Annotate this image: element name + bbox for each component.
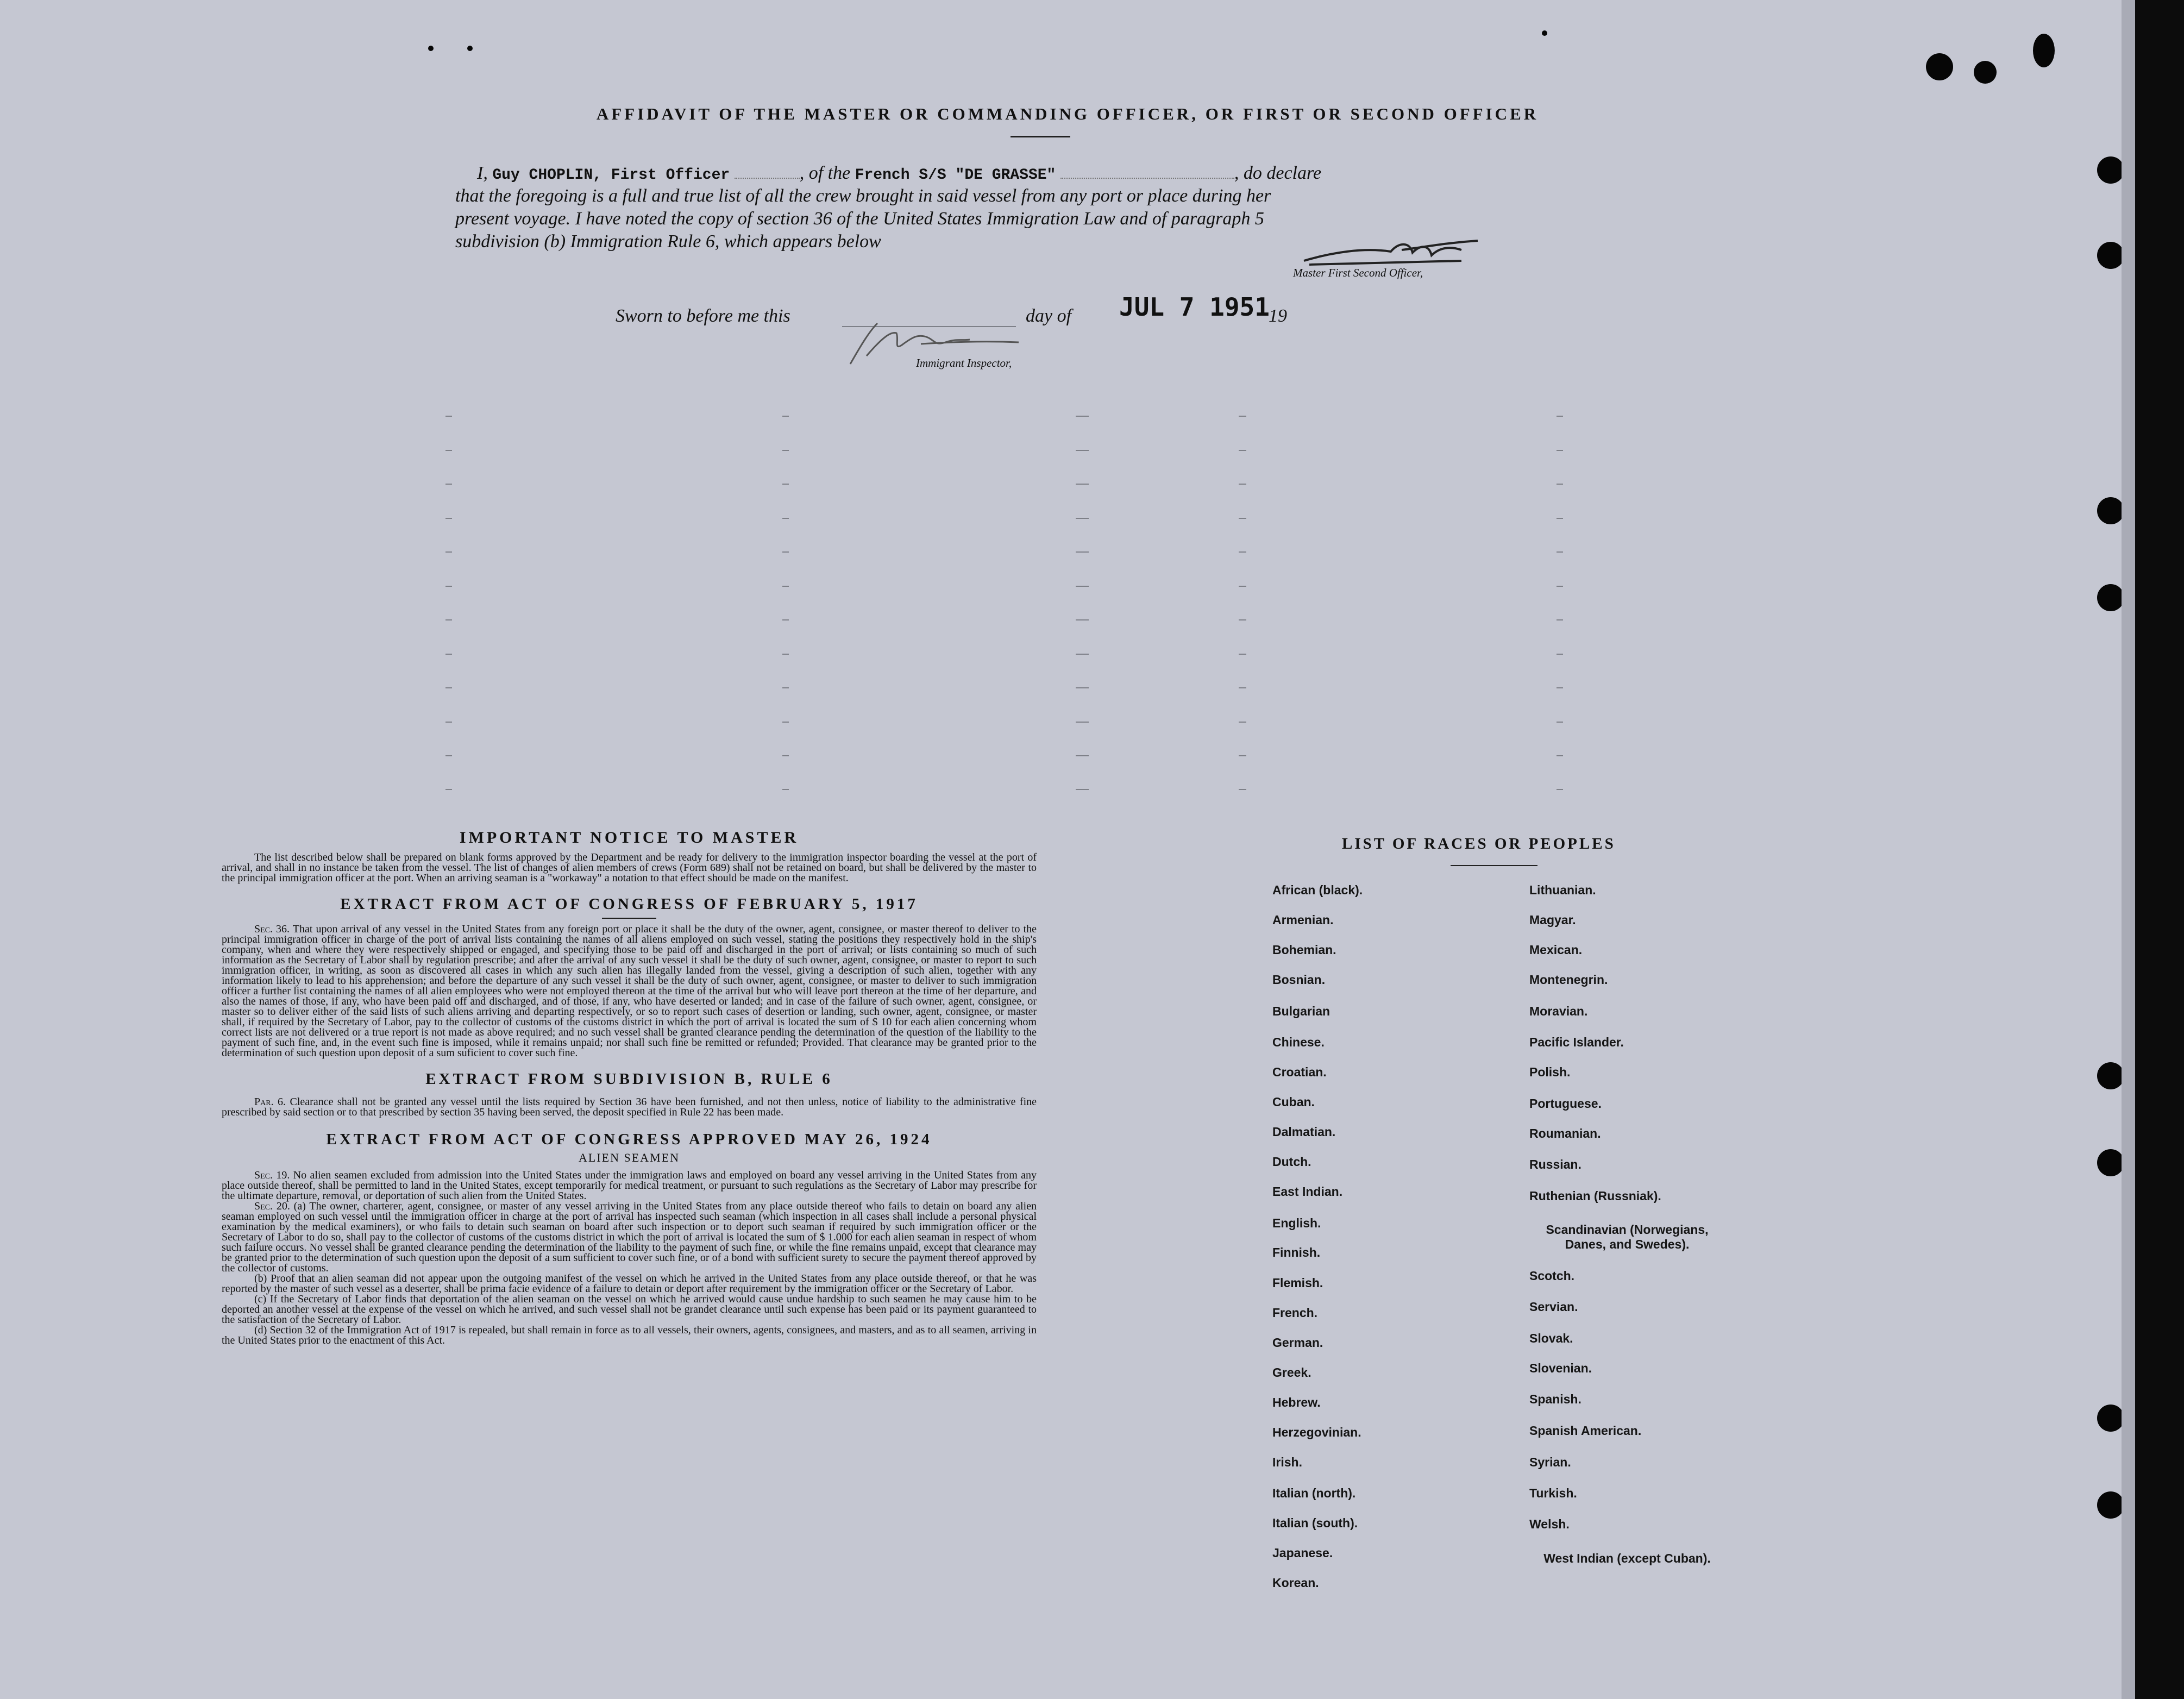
race-item: Japanese. xyxy=(1272,1546,1333,1560)
race-item: Croatian. xyxy=(1272,1065,1327,1079)
race-item: Scandinavian (Norwegians, Danes, and Swedes). xyxy=(1546,1222,1709,1251)
race-item: Ruthenian (Russniak). xyxy=(1529,1189,1661,1203)
sec-36-label: Sec. 36. xyxy=(254,923,290,935)
notice-text xyxy=(222,852,1037,883)
speck xyxy=(428,46,434,51)
punch-hole xyxy=(2097,1405,2124,1432)
speck xyxy=(467,46,473,51)
race-item: Roumanian. xyxy=(1529,1126,1601,1140)
punch-hole xyxy=(1974,61,1997,84)
punch-hole xyxy=(1926,53,1953,80)
race-item: Cuban. xyxy=(1272,1095,1315,1109)
races-title-rule xyxy=(1451,865,1537,866)
punch-hole xyxy=(2097,1149,2124,1176)
punch-hole xyxy=(2097,156,2124,184)
par-6-body: Clearance shall not be granted any vessel until the lists required by Section 36 have been furnished, and not then unless, notice of liability to the administrative fine prescribed by said section or to that prescribed by section 35 having been served, the deposit specified in Rule 22 has been made. xyxy=(222,1096,1037,1118)
race-item: Lithuanian. xyxy=(1529,883,1596,897)
race-item: Scotch. xyxy=(1529,1269,1575,1283)
race-item: Dutch. xyxy=(1272,1155,1311,1169)
title-rule xyxy=(1011,136,1070,137)
sec-20-d: (d) Section 32 of the Immigration Act of 1917 is repealed, but shall remain in force as to all vessels, their owners, agents, consignees, and masters, and as to all seamen, arriving in the United States prior to the enactment of this Act. xyxy=(222,1324,1037,1346)
date-stamp: JUL 7 1951 xyxy=(1119,292,1270,322)
punch-hole xyxy=(2097,497,2124,524)
vessel-name: French S/S "DE GRASSE" xyxy=(855,167,1056,184)
races-title: LIST OF RACES OR PEOPLES xyxy=(1342,835,1616,852)
punch-hole xyxy=(2097,242,2124,269)
notice-title: IMPORTANT NOTICE TO MASTER xyxy=(459,829,799,847)
sec-20-label: Sec. 20. xyxy=(254,1200,290,1212)
race-item: West Indian (except Cuban). xyxy=(1543,1551,1711,1565)
race-item: Magyar. xyxy=(1529,913,1576,927)
do-declare-text: , do declare xyxy=(1234,163,1322,183)
year-prefix: 19 xyxy=(1269,306,1287,326)
race-item: Turkish. xyxy=(1529,1486,1577,1500)
extract-1917-title: EXTRACT FROM ACT OF CONGRESS OF FEBRUARY 5, 1917 xyxy=(340,895,918,913)
race-item: Pacific Islander. xyxy=(1529,1035,1624,1049)
race-item: Syrian. xyxy=(1529,1455,1571,1469)
race-item: Flemish. xyxy=(1272,1276,1323,1290)
race-item: Italian (north). xyxy=(1272,1486,1356,1500)
sec-20-c: (c) If the Secretary of Labor finds that deportation of the alien seaman on the vessel on which he arrived would cause undue hardship to such seamen he may cause him to be deported an another vessel at the expense of the vessel on which he arrived, and such vessel shall not be grandet clearance until such expense has been paid or its payment guaranteed to the satisfaction of the Secretary of Labor. xyxy=(222,1293,1037,1326)
race-item: Bulgarian xyxy=(1272,1004,1331,1018)
race-item: Armenian. xyxy=(1272,913,1334,927)
race-item: Hebrew. xyxy=(1272,1395,1321,1409)
sec-19-body: No alien seamen excluded from admission into the United States under the immigration laws and employed on board any vessel arriving in the United States from any place outside thereof, shall be permitted to land in the United States, except temporarily for medical treatment, or pursuant to such regulations as the Secretary of Labor may prescribe for the ultimate departure, removal, or deportation of such alien from the United States. xyxy=(222,1169,1037,1202)
race-item: Welsh. xyxy=(1529,1517,1570,1531)
day-of-text: day of xyxy=(1026,306,1072,326)
affidavit-line-2: that the foregoing is a full and true list of all the crew brought in said vessel from any port or place during her xyxy=(455,186,1271,206)
race-item: Spanish American. xyxy=(1529,1424,1642,1438)
notice-body: The list described below shall be prepared on blank forms approved by the Department and be ready for delivery to the immigration inspector boarding the vessel at the port of arrival, and shall in no instance be taken from the vessel. The list of changes of alien members of crews (Form 689) shall not be retained on board, but shall be delivered by the master to the principal immigration officer at the port. When an arriving seaman is a "workaway" a notation to that effect should be made on the manifest. xyxy=(222,851,1037,884)
punch-hole xyxy=(2097,1062,2124,1089)
officer-caption: Master First Second Officer, xyxy=(1293,266,1423,279)
race-item: German. xyxy=(1272,1336,1323,1350)
par-6-label: Par. 6. xyxy=(254,1096,286,1108)
race-item: Mexican. xyxy=(1529,943,1583,957)
rule-6-title: EXTRACT FROM SUBDIVISION B, RULE 6 xyxy=(425,1070,833,1088)
race-item: Greek. xyxy=(1272,1365,1311,1380)
race-item: French. xyxy=(1272,1306,1318,1320)
rule-6-text xyxy=(222,1097,1037,1118)
alien-seamen-subtitle: ALIEN SEAMEN xyxy=(579,1151,680,1164)
affidavit-line-3: present voyage. I have noted the copy of section 36 of the United States Immigration Law and of paragraph 5 xyxy=(455,209,1264,229)
punch-hole xyxy=(2097,584,2124,611)
officer-name: Guy CHOPLIN, First Officer xyxy=(492,167,730,184)
notice-column xyxy=(222,829,1037,1346)
race-item: East Indian. xyxy=(1272,1184,1343,1199)
race-item: Montenegrin. xyxy=(1529,973,1608,987)
race-item: African (black). xyxy=(1272,883,1363,897)
affidavit-title: AFFIDAVIT OF THE MASTER OR COMMANDING OFFICER, OR FIRST OR SECOND OFFICER xyxy=(596,104,1539,123)
sec-36-body: That upon arrival of any vessel in the United States from any foreign port or place it shall be the duty of the owner, agent, consignee, or master thereof to deliver to the principal immigration officer in charge of the port of arrival lists containing the names of all aliens employed on such vessel, stating the positions they respectively hold in the ship's company, when and where they were respectively shipped or engaged, and specifying those to be paid off and discharged in the port of arrival; or lists containing so much of such information as the Secretary of Labor shall by regulation prescribe; and after the arrival of any such vessel it shall be the duty of such owner, agent, consignee, or master to report to such immigration officer, in writing, as soon as discovered all cases in which any such alien has illegally landed from the vessel, giving a description of such alien, together with any information likely to lead to his apprehension; and before the departure of any such vessel it shall be the duty of such owner, agent, consignee, or master to deliver to such immigration officer a further list containing the names of all alien employees who were not employed thereon at the time of the arrival but who will leave port thereon at the time of her departure, and also the names of those, if any, who have been paid off and discharged, and of those, if any, who have deserted or landed; and in case of the failure of such owner, agent, consignee, or master so to deliver either of the said lists of such aliens arriving and departing respectively, or so to report such cases of desertion or landing, such owner, agent, consignee, or master shall, if required by the Secretary of Labor, pay to the collector of customs of the customs district in which the port of arrival is located the sum of $ 10 for each alien concerning whom correct lists are not delivered or a true report is not made as above required; and no such vessel shall be granted clearance pending the determination of the question of the liability to the payment of such fine, and, in the event such fine is imposed, while it remains unpaid; nor shall such fine be remitted or refunded; Provided. That clearance may be granted prior to the determination of such question upon deposit of a sum suficient to cover such fine. xyxy=(222,923,1037,1059)
race-item: Finnish. xyxy=(1272,1245,1321,1259)
race-item: Servian. xyxy=(1529,1300,1578,1314)
paper-edge xyxy=(2122,0,2135,1699)
extract-1924-text xyxy=(222,1170,1037,1346)
sworn-text: Sworn to before me this xyxy=(616,306,790,326)
sec-19-label: Sec. 19. xyxy=(254,1169,290,1181)
race-item: Bosnian. xyxy=(1272,973,1326,987)
sec-20-b: (b) Proof that an alien seaman did not appear upon the outgoing manifest of the vessel on which he arrived in the United States from any place outside thereof, or that he was reported by the master of such vessel as a deserter, shall be prima facie evidence of a failure to detain or deport after requirement by the immigration officer or the Secretary of Labor. xyxy=(222,1272,1037,1295)
sec-20-body: (a) The owner, charterer, agent, consignee, or master of any vessel arriving in the United States from any place outside thereof who fails to detain on board any alien seaman employed on such vessel until the immigration officer in charge at the port of arrival has inspected such seaman (which inspection in all cases shall include a personal physical examination by the medical examiners), or who fails to detain such seaman on board after such inspection or to deport such seaman if required by such immigration officer or the Secretary of Labor to do so, shall pay to the collector of customs of the customs district in which the port of arrival is located the sum of $ 1.000 for each alien seaman in respect of whom such failure occurs. No vessel shall be granted clearance pending the determination of the liability to the payment of such fine, or while the fine remains unpaid, except that clearance may be granted prior to the determination of such question upon the deposit of a sum sufficient to cover such fine, or of a bond with sufficient surety to secure the payment thereof approved by the collector of customs. xyxy=(222,1200,1037,1274)
of-the-text: , of the xyxy=(799,163,851,183)
race-item: Irish. xyxy=(1272,1455,1302,1469)
race-item: Spanish. xyxy=(1529,1392,1581,1406)
race-item: Herzegovinian. xyxy=(1272,1425,1361,1439)
race-item: Russian. xyxy=(1529,1157,1581,1171)
race-item: Slovak. xyxy=(1529,1331,1573,1345)
race-item: Italian (south). xyxy=(1272,1516,1358,1530)
race-item: Slovenian. xyxy=(1529,1361,1592,1375)
race-item: Bohemian. xyxy=(1272,943,1336,957)
race-item: Dalmatian. xyxy=(1272,1125,1336,1139)
inspector-caption: Immigrant Inspector, xyxy=(916,356,1012,369)
race-item: Chinese. xyxy=(1272,1035,1325,1049)
race-item: Korean. xyxy=(1272,1576,1319,1590)
extract-1917-text xyxy=(222,924,1037,1058)
affidavit-line-4: subdivision (b) Immigration Rule 6, which appears below xyxy=(455,231,881,252)
race-item: Moravian. xyxy=(1529,1004,1588,1018)
race-item: Polish. xyxy=(1529,1065,1571,1079)
race-item: Portuguese. xyxy=(1529,1096,1602,1111)
punch-hole xyxy=(2033,34,2055,67)
race-item: English. xyxy=(1272,1216,1321,1230)
punch-hole xyxy=(2097,1491,2124,1519)
affidavit-intro: I, xyxy=(477,163,488,183)
speck xyxy=(1542,30,1547,36)
extract-1924-title: EXTRACT FROM ACT OF CONGRESS APPROVED MAY 26, 1924 xyxy=(326,1131,932,1148)
